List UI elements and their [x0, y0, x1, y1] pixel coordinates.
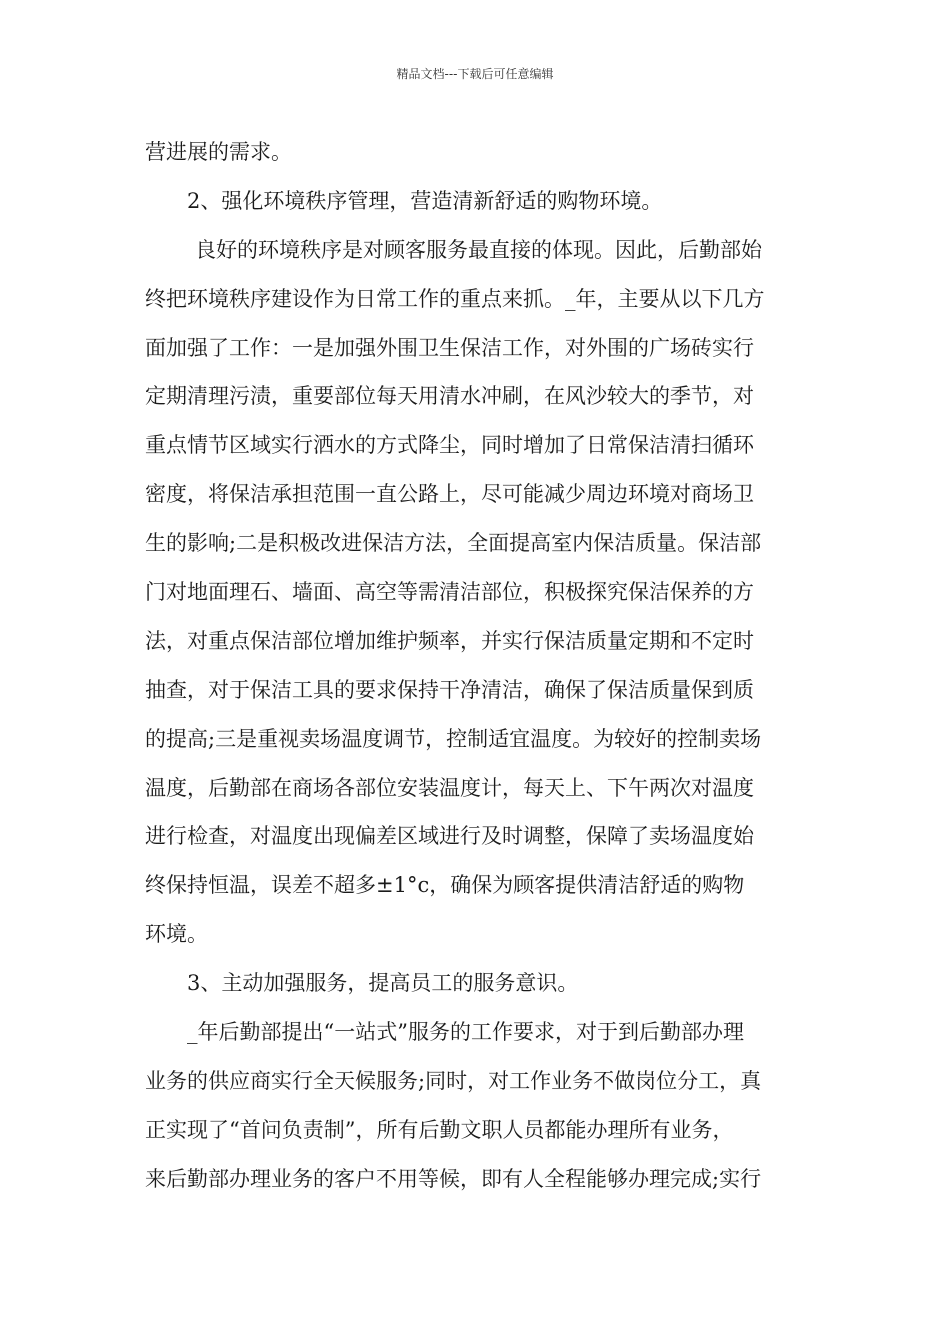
text-line: 营进展的需求。	[145, 140, 292, 164]
text-line: 的提高;三是重视卖场温度调节，控制适宜温度。为较好的控制卖场	[145, 726, 762, 751]
text-line: 法，对重点保洁部位增加维护频率，并实行保洁质量定期和不定时	[145, 628, 754, 653]
text-line: 面加强了工作：一是加强外围卫生保洁工作，对外围的广场砖实行	[145, 335, 754, 360]
text-line: 终把环境秩序建设作为日常工作的重点来抓。_年，主要从以下几方	[145, 286, 765, 311]
text-line: 正实现了“首问负责制”，所有后勤文职人员都能办理所有业务，	[145, 1117, 734, 1142]
text-line: 温度，后勤部在商场各部位安装温度计，每天上、下午两次对温度	[145, 775, 754, 800]
text-line: 业务的供应商实行全天候服务;同时，对工作业务不做岗位分工，真	[145, 1068, 762, 1093]
text-line: 重点情节区域实行洒水的方式降尘，同时增加了日常保洁清扫循环	[145, 433, 754, 458]
text-line: 抽查，对于保洁工具的要求保持干净清洁，确保了保洁质量保到质	[145, 677, 754, 702]
text-line: 进行检查，对温度出现偏差区域进行及时调整，保障了卖场温度始	[145, 824, 754, 849]
page-header: 精品文档---下载后可任意编辑	[396, 67, 554, 81]
paragraph-first-line: _年后勤部提出“一站式”服务的工作要求，对于到后勤部办理	[187, 1020, 744, 1045]
document-body	[145, 128, 810, 1204]
text-line: 生的影响;二是积极改进保洁方法，全面提高室内保洁质量。保洁部	[145, 531, 762, 556]
text-line: 密度，将保洁承担范围一直公路上，尽可能减少周边环境对商场卫	[145, 482, 754, 507]
text-line: 定期清理污渍，重要部位每天用清水冲刷，在风沙较大的季节，对	[145, 384, 754, 409]
text-line: 门对地面理石、墙面、高空等需清洁部位，积极探究保洁保养的方	[145, 580, 754, 605]
text-line: 来后勤部办理业务的客户不用等候，即有人全程能够办理完成;实行	[145, 1166, 762, 1191]
section-heading: 2、强化环境秩序管理，营造清新舒适的购物环境。	[187, 188, 663, 213]
text-line: 环境。	[145, 922, 208, 947]
paragraph-first-line: 良好的环境秩序是对顾客服务最直接的体现。因此，后勤部始	[195, 237, 762, 262]
text-line: 终保持恒温，误差不超多±1°c，确保为顾客提供清洁舒适的购物	[145, 873, 745, 898]
section-heading: 3、主动加强服务，提高员工的服务意识。	[187, 971, 579, 996]
